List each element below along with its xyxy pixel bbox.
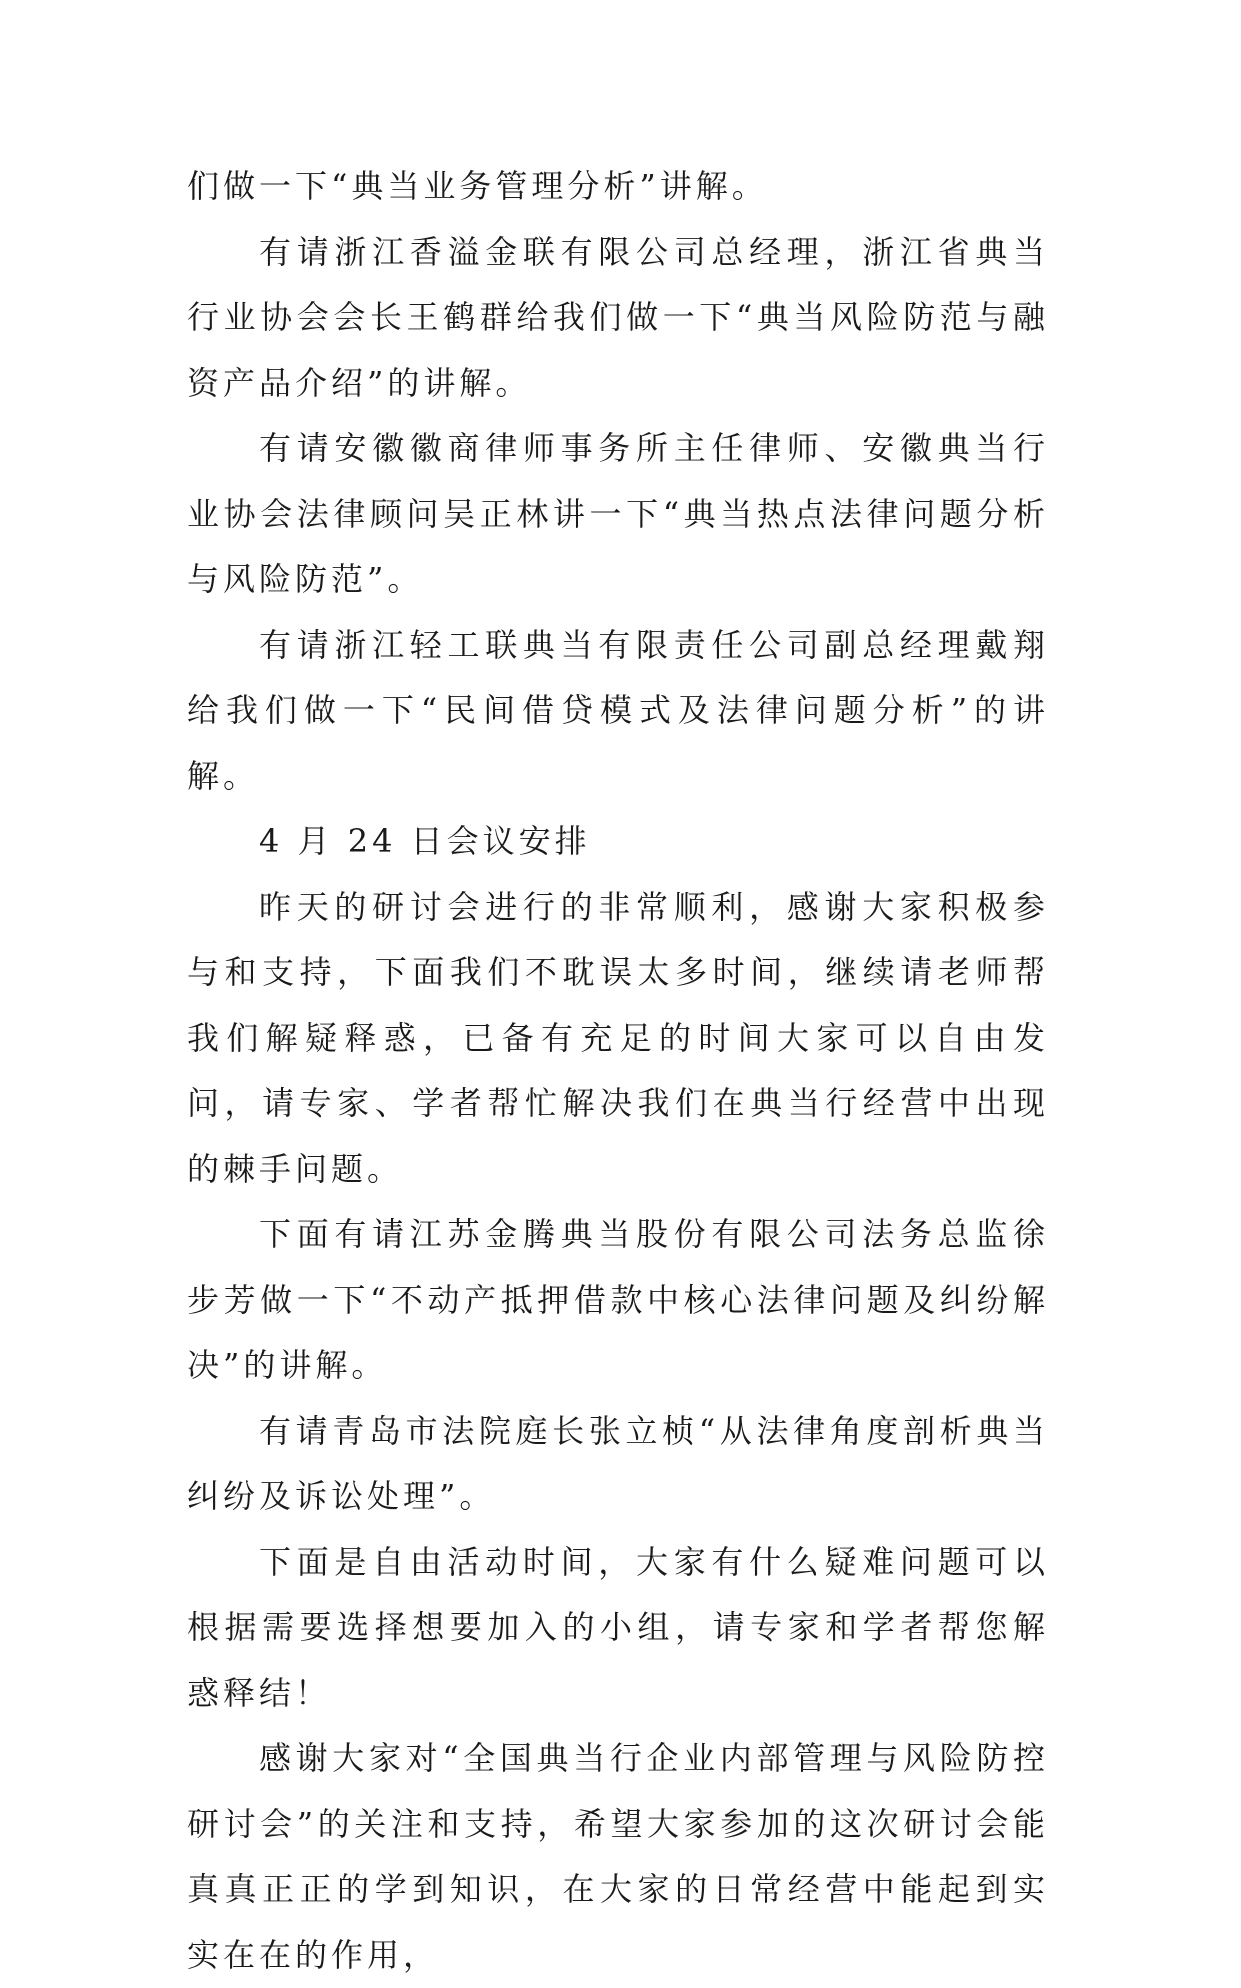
- paragraph: 下面是自由活动时间，大家有什么疑难问题可以根据需要选择想要加入的小组，请专家和学者帮您解惑释结！: [187, 1542, 1049, 1712]
- paragraph: 有请浙江轻工联典当有限责任公司副总经理戴翔给我们做一下“民间借贷模式及法律问题分析”的讲解。: [187, 625, 1049, 795]
- paragraph: 感谢大家对“全国典当行企业内部管理与风险防控研讨会”的关注和支持，希望大家参加的这次研讨会能真真正正的学到知识，在大家的日常经营中能起到实实在在的作用，: [187, 1739, 1049, 1974]
- paragraph: 有请安徽徽商律师事务所主任律师、安徽典当行业协会法律顾问吴正林讲一下“典当热点法律问题分析与风险防范”。: [187, 429, 1049, 598]
- paragraph: 下面有请江苏金腾典当股份有限公司法务总监徐步芳做一下“不动产抵押借款中核心法律问题及纠纷解决”的讲解。: [187, 1215, 1049, 1384]
- paragraph: 昨天的研讨会进行的非常顺利，感谢大家积极参与和支持，下面我们不耽误太多时间，继续请老师帮我们解疑释惑，已备有充足的时间大家可以自由发问，请专家、学者帮忙解决我们在典当行经营中出现的棘手问题。: [187, 887, 1049, 1188]
- paragraph-continuation: 们做一下“典当业务管理分析”讲解。: [187, 167, 768, 205]
- paragraph: 有请浙江香溢金联有限公司总经理，浙江省典当行业协会会长王鹤群给我们做一下“典当风险防范与融资产品介绍”的讲解。: [187, 232, 1049, 402]
- paragraph: 有请青岛市法院庭长张立桢“从法律角度剖析典当纠纷及诉讼处理”。: [187, 1411, 1049, 1515]
- document-body: [187, 154, 1049, 1988]
- section-heading: 4 月 24 日会议安排: [259, 822, 591, 860]
